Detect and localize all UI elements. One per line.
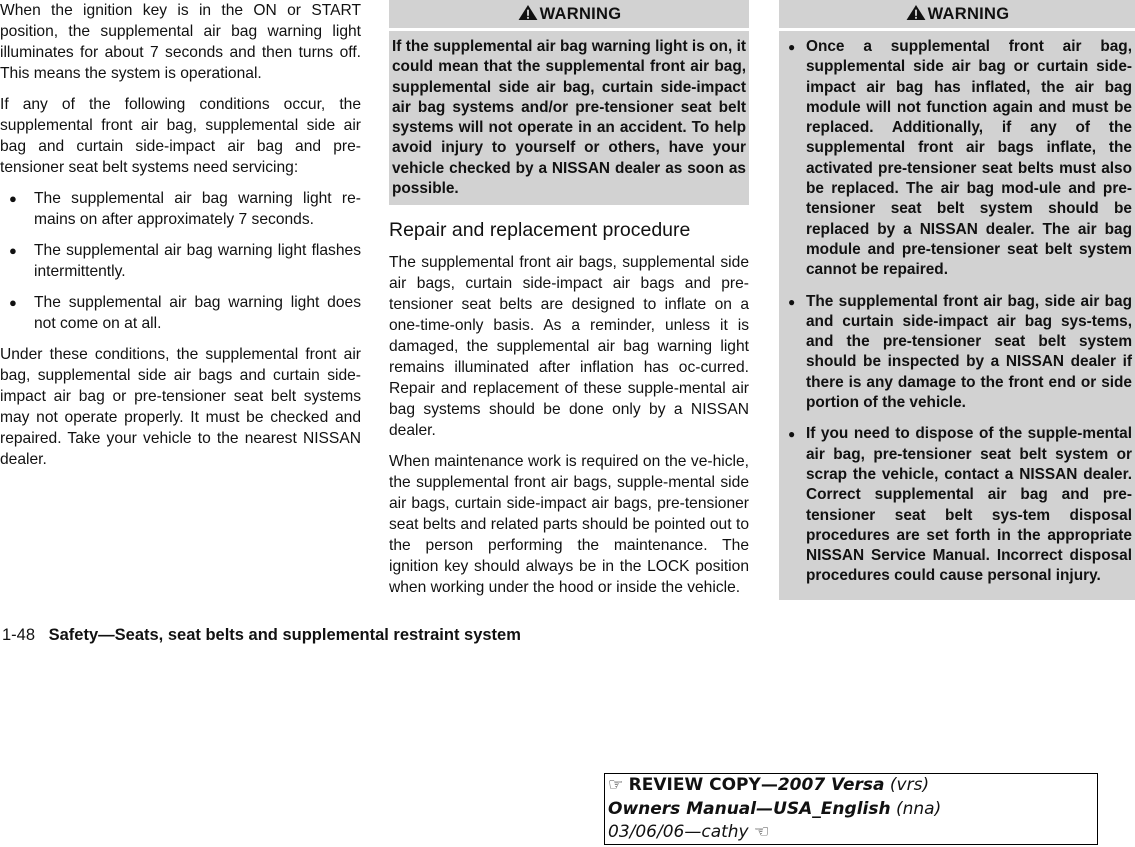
- list-item: ● The supplemental air bag warning light does not come on at all.: [0, 292, 361, 334]
- review-line-2: Owners Manual—USA_English (nna): [608, 798, 942, 819]
- warning-heading: [779, 0, 1135, 31]
- list-item: ● The supplemental air bag warning light flashes intermittently.: [0, 240, 361, 282]
- warning-icon: [517, 4, 539, 21]
- review-line-3: 03/06/06—cathy ☜: [608, 822, 770, 842]
- conditions-paragraph: If any of the following conditions occur, the supplemental front air bag, supplemental side air bag and curtain side-impact air bag and pre-tensioner seat belt systems need servicing:: [0, 96, 361, 176]
- review-line-1: ☞ REVIEW COPY—2007 Versa (vrs): [608, 775, 930, 795]
- warning-box: [779, 0, 1135, 600]
- warning-list: [782, 37, 1132, 587]
- warning-heading: [389, 0, 749, 31]
- warning-text: If the supplemental air bag warning light is on, it could mean that the supplemental front air bag, supplemental side air bag, curtain side-impact air bag systems and/or pre-tensioner seat belt systems will not operate in an accident. To help avoid injury to yourself or others, have your vehicle checked by a NISSAN dealer as soon as possible.: [392, 38, 746, 198]
- chapter-title: Safety—Seats, seat belts and supplemental restraint system: [48, 626, 521, 644]
- left-pointing-hand-icon: ☜: [754, 822, 770, 842]
- section-title: Repair and replacement procedure: [389, 219, 691, 242]
- intro-paragraph: When the ignition key is in the ON or START position, the supplemental air bag warning light illuminates for about 7 seconds and then turns off. This means the system is operational.: [0, 2, 361, 82]
- conditions-list: [0, 188, 361, 334]
- left-column: [0, 0, 361, 480]
- page-footer: [2, 626, 521, 645]
- right-column: [779, 0, 1135, 600]
- page-number: 1-48: [2, 626, 36, 644]
- servicing-paragraph: Under these conditions, the supplemental front air bag, supplemental side air bags and curtain side-impact air bag or pre-tensioner seat belt systems may not operate properly. It must be checked and repaired. Take your vehicle to the nearest NISSAN dealer.: [0, 346, 361, 468]
- pointing-hand-icon: ☞: [608, 775, 624, 795]
- list-item: ● Once a supplemental front air bag, supplemental side air bag or curtain side-impact air bag has inflated, the air bag module will not function again and must be replaced. Additionally, if any of the supplemental front air bags inflate, the activated pre-tensioner seat belts must also be replaced. The air bag mod-ule and pre-tensioner seat belt system should be replaced by a NISSAN dealer. The air bag module and pre-tensioner seat belt system cannot be repaired.: [782, 37, 1132, 281]
- warning-icon: [905, 4, 927, 21]
- warning-label: WARNING: [539, 5, 622, 23]
- list-item: ● If you need to dispose of the supple-mental air bag, pre-tensioner seat belt system or scrap the vehicle, contact a NISSAN dealer. Correct supplemental air bag and pre-tensioner seat belt sys-tem disposal procedures are set forth in the appropriate NISSAN Service Manual. Incorrect disposal procedures could cause personal injury.: [782, 424, 1132, 586]
- review-copy-box: [604, 773, 1098, 845]
- maintenance-paragraph: When maintenance work is required on the ve-hicle, the supplemental front air bags, supple-mental side air bags, curtain side-impact air bags, pre-tensioner seat belts and related parts should be pointed out to the person performing the maintenance. The ignition key should always be in the LOCK position when working under the hood or inside the vehicle.: [389, 453, 749, 597]
- warning-label: WARNING: [927, 5, 1010, 23]
- middle-column: [389, 0, 749, 608]
- warning-box: [389, 0, 749, 205]
- list-item: ● The supplemental front air bag, side air bag and curtain side-impact air bag sys-tems, and the pre-tensioner seat belt system should be inspected by a NISSAN dealer if there is any damage to the front end or side portion of the vehicle.: [782, 292, 1132, 414]
- repair-paragraph: The supplemental front air bags, supplemental side air bags, curtain side-impact air bags and pre-tensioner seat belts are designed to inflate on a one-time-only basis. As a reminder, unless it is damaged, the supplemental air bag warning light remains illuminated after inflation has oc-curred. Repair and replacement of these supple-mental air bag systems should be done only by a NISSAN dealer.: [389, 254, 749, 440]
- list-item: ● The supplemental air bag warning light re-mains on after approximately 7 seconds.: [0, 188, 361, 230]
